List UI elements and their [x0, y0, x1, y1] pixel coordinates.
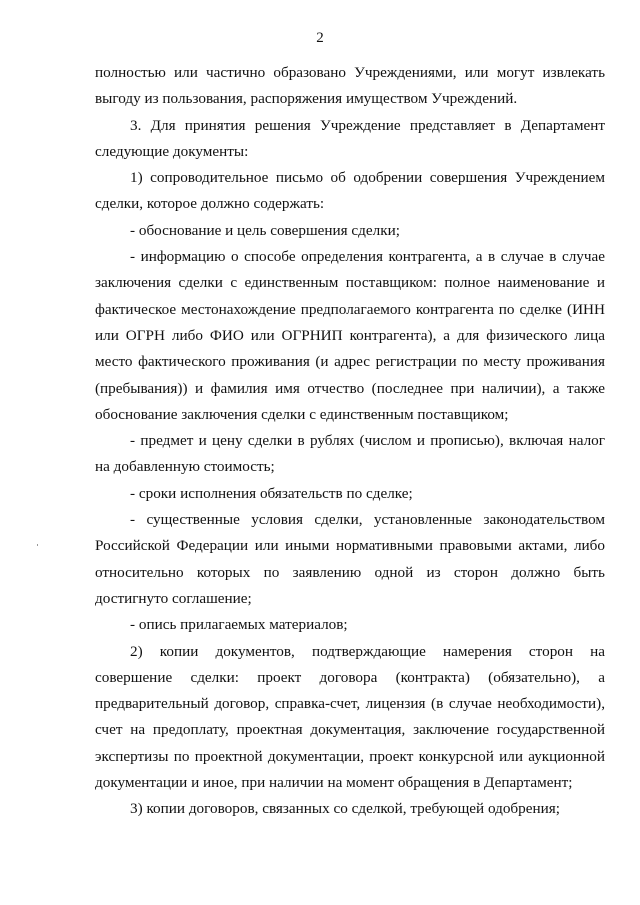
bullet-counterparty-info: - информацию о способе определения контрагента, а в случае в случае заключения сделки с единственным поставщиком: полное наименование и фактическое местонахождение предполагаемого контрагента по сделке (ИНН или ОГРН либо ФИО или ОГРНИП контрагента), а для физического лица место фактического проживания (и адрес регистрации по месту проживания (пребывания)) и фамилия имя отчество (последнее при наличии), а также обоснование заключения сделки с единственным поставщиком;	[95, 248, 605, 423]
bullet-inventory: - опись прилагаемых материалов;	[130, 616, 348, 634]
bullet-deadlines: - сроки исполнения обязательств по сделке;	[130, 484, 413, 502]
document-body	[95, 60, 605, 823]
bullet-rationale: - обоснование и цель совершения сделки;	[130, 221, 400, 239]
scan-speck	[37, 544, 38, 546]
paragraph-item-3-3: 3) копии договоров, связанных со сделкой, требующей одобрения;	[130, 800, 560, 818]
bullet-essential-terms: - существенные условия сделки, установленные законодательством Российской Федерации или иными нормативными правовыми актами, либо относительно которых по заявлению одной из сторон должно быть достигнуто соглашение;	[95, 511, 605, 607]
paragraph-continuation: полностью или частично образовано Учреждениями, или могут извлекать выгоду из пользования, распоряжения имуществом Учреждений.	[95, 64, 605, 108]
paragraph-item-3-2: 2) копии документов, подтверждающие намерения сторон на совершение сделки: проект договора (контракта) (обязательно), а предварительный договор, справка-счет, лицензия (в случае необходимости), счет на предоплату, проектная документация, заключение государственной экспертизы по проектной документации, проект конкурсной или аукционной документации и иное, при наличии на момент обращения в Департамент;	[95, 642, 605, 792]
paragraph-item-3-1: 1) сопроводительное письмо об одобрении совершения Учреждением сделки, которое должно содержать:	[95, 169, 605, 213]
paragraph-item-3: 3. Для принятия решения Учреждение представляет в Департамент следующие документы:	[95, 116, 605, 160]
page-number: 2	[316, 30, 324, 46]
bullet-subject-price: - предмет и цену сделки в рублях (числом и прописью), включая налог на добавленную стоимость;	[95, 432, 605, 476]
